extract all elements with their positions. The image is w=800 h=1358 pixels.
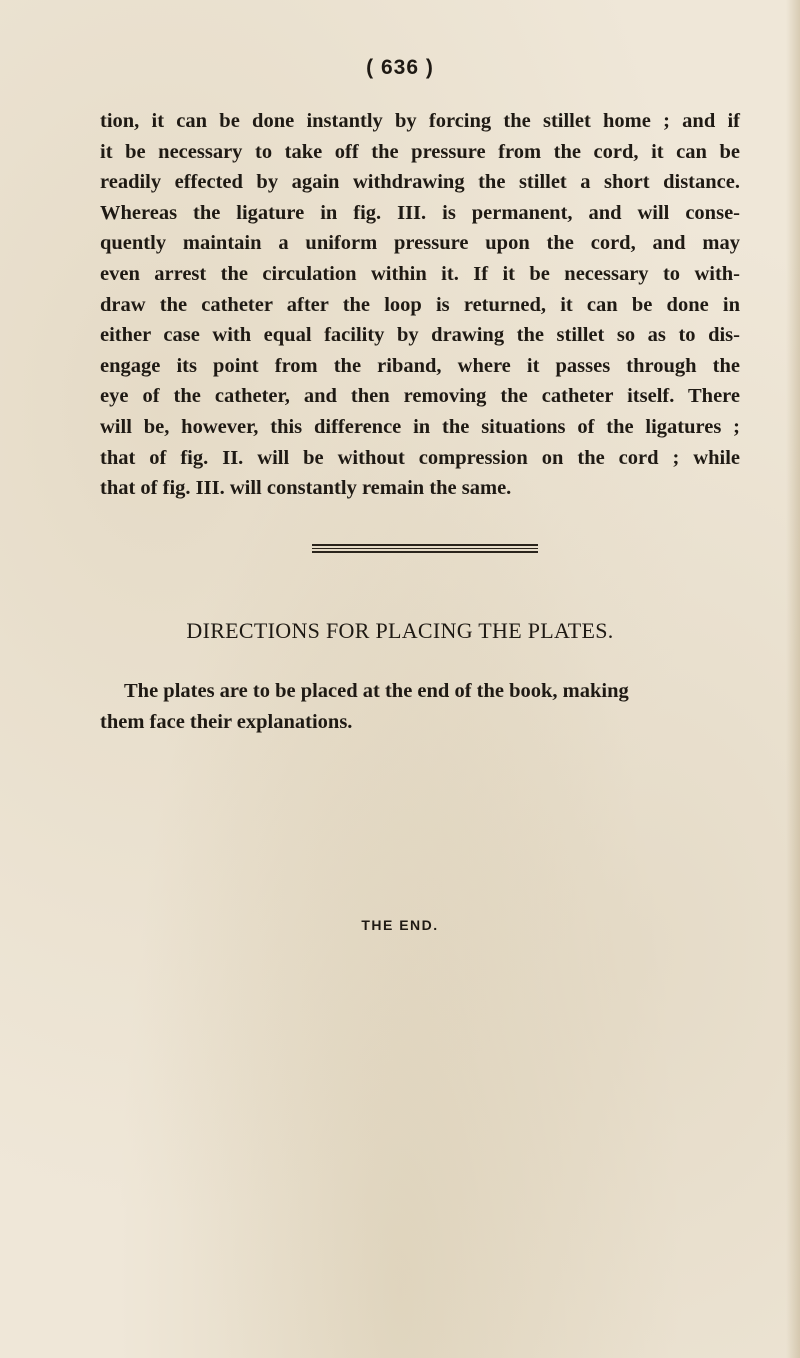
paragraph-line: even arrest the circulation within it. If it be necessary to with- bbox=[100, 262, 740, 285]
body-paragraph bbox=[100, 106, 740, 504]
paragraph-line: quently maintain a uniform pressure upon the cord, and may bbox=[100, 232, 740, 255]
paragraph-line: The plates are to be placed at the end of the book, making bbox=[124, 680, 629, 702]
paragraph-line: them face their explanations. bbox=[100, 710, 353, 733]
paragraph-line: will be, however, this difference in the situations of the ligatures ; bbox=[100, 415, 740, 438]
paragraph-line: either case with equal facility by drawing the stillet so as to dis- bbox=[100, 324, 740, 347]
divider-rule bbox=[312, 548, 538, 550]
paragraph-line: that of fig. II. will be without compression on the cord ; while bbox=[100, 446, 740, 469]
paragraph-line: engage its point from the riband, where it passes through the bbox=[100, 354, 740, 377]
divider-rule bbox=[312, 551, 538, 553]
paragraph-line: tion, it can be done instantly by forcing the stillet home ; and if bbox=[100, 110, 740, 132]
paragraph-line: it be necessary to take off the pressure from the cord, it can be bbox=[100, 140, 740, 163]
section-heading: DIRECTIONS FOR PLACING THE PLATES. bbox=[186, 618, 614, 643]
divider-rule bbox=[312, 544, 538, 546]
paragraph-line: readily effected by again withdrawing the stillet a short distance. bbox=[100, 171, 740, 194]
paragraph-line: eye of the catheter, and then removing the catheter itself. There bbox=[100, 385, 740, 408]
paragraph-line: Whereas the ligature in fig. III. is permanent, and will conse- bbox=[100, 201, 740, 224]
page-edge-shadow bbox=[786, 0, 800, 1358]
the-end-label: THE END. bbox=[361, 917, 439, 933]
paragraph-line: draw the catheter after the loop is returned, it can be done in bbox=[100, 293, 740, 316]
page-number: ( 636 ) bbox=[366, 56, 434, 79]
directions-paragraph bbox=[100, 676, 740, 737]
section-divider bbox=[312, 544, 538, 555]
paragraph-line: that of fig. III. will constantly remain the same. bbox=[100, 477, 512, 500]
